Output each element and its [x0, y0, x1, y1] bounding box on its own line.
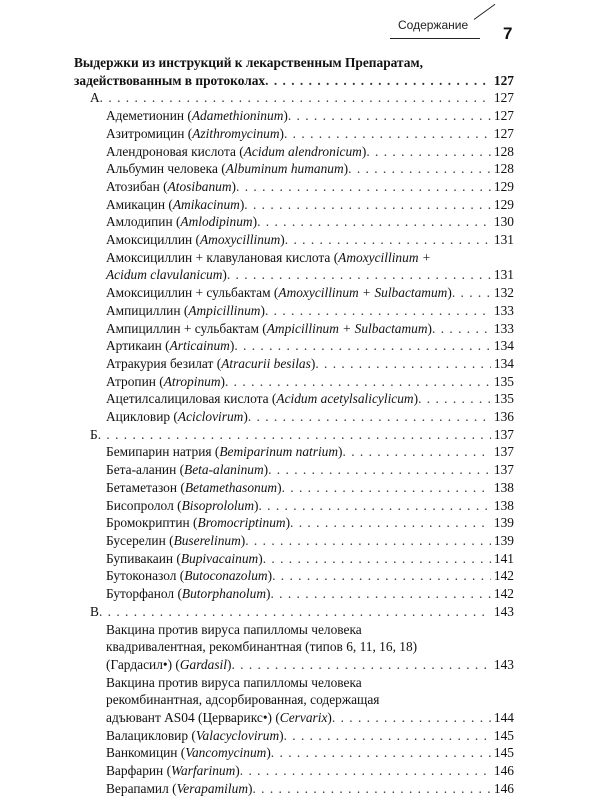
entry-text: )	[226, 656, 232, 672]
header-rule	[390, 38, 480, 39]
section-letter: А	[90, 90, 100, 106]
toc-page: 142	[493, 586, 514, 602]
dot-leader	[100, 89, 491, 107]
dot-leader	[99, 603, 491, 621]
entry-latin: Articainum	[169, 338, 230, 354]
dot-leader	[418, 390, 491, 408]
entry-text: )	[267, 568, 273, 584]
entry-latin: Gardasil	[179, 656, 227, 672]
entry-latin: Amoxycillinum +	[338, 249, 431, 265]
entry-text: )	[277, 479, 282, 495]
entry-latin: Bisoprololum	[181, 497, 254, 513]
dot-leader	[290, 514, 491, 532]
toc-entry[interactable]	[74, 780, 514, 798]
dot-leader	[257, 213, 491, 231]
toc-entry[interactable]	[74, 621, 514, 674]
entry-latin: Betamethasonum	[184, 479, 278, 495]
toc-page: 128	[493, 161, 514, 177]
toc-intro-line1[interactable]: Выдержки из инструкций к лекарственным Препаратам,	[74, 55, 423, 70]
dot-leader	[268, 461, 491, 479]
entry-text: )	[283, 108, 288, 124]
entry-text: Верапамил (	[106, 780, 177, 796]
toc-page: 139	[493, 532, 514, 548]
entry-text: Валацикловир (	[106, 727, 196, 743]
toc-entry[interactable]	[74, 284, 514, 302]
dot-leader	[265, 302, 491, 320]
dot-leader	[98, 426, 491, 444]
toc-entry[interactable]	[74, 125, 514, 143]
entry-text: Азитромицин (	[106, 125, 193, 141]
entry-text: Амикацин (	[106, 196, 173, 212]
entry-text: )	[248, 780, 253, 796]
entry-text: (Гардасил•) (	[106, 656, 180, 672]
toc-entry[interactable]	[74, 231, 514, 249]
toc-entry[interactable]	[74, 443, 514, 461]
entry-text: Бисопролол (	[106, 497, 182, 513]
table-of-contents	[74, 54, 514, 798]
dot-leader	[284, 125, 491, 143]
toc-page: 127	[493, 125, 514, 141]
entry-text: Ванкомицин (	[106, 745, 186, 761]
entry-text: )	[310, 355, 316, 371]
entry-latin: Bromocriptinum	[197, 515, 286, 531]
entry-text: квадривалентная, рекомбинантная (типов 6, 11, 16, 18)	[106, 639, 418, 655]
toc-page: 128	[493, 143, 514, 159]
toc-page: 130	[493, 214, 514, 230]
toc-page: 143	[493, 603, 514, 619]
entry-text: )	[279, 125, 284, 141]
section-letter: В	[90, 603, 99, 619]
entry-latin: Adamethioninum	[191, 108, 284, 124]
entry-text: Атозибан (	[106, 178, 168, 194]
toc-page: 137	[493, 444, 514, 460]
dot-leader	[432, 320, 491, 338]
toc-entry[interactable]	[74, 390, 514, 408]
entry-latin: Aciclovirum	[177, 409, 244, 425]
entry-text: )	[427, 320, 432, 336]
entry-text: )	[279, 727, 284, 743]
entry-latin: Butoconazolum	[184, 568, 268, 584]
toc-entry[interactable]	[74, 744, 514, 762]
entry-text: )	[361, 143, 367, 159]
entry-text: )	[343, 161, 349, 177]
toc-page: 135	[493, 391, 514, 407]
entry-latin: Atropinum	[163, 373, 221, 389]
toc-entry[interactable]	[74, 762, 514, 780]
entry-text: Буторфанол (	[106, 586, 182, 602]
entry-text: )	[252, 214, 258, 230]
entry-text: )	[220, 373, 225, 389]
entry-text: Адеметионин (	[106, 108, 192, 124]
entry-text: )	[338, 444, 343, 460]
entry-latin: Valacyclovirum	[195, 727, 280, 743]
toc-page: 139	[493, 515, 514, 531]
toc-page: 135	[493, 373, 514, 389]
dot-leader	[231, 656, 490, 674]
running-header	[0, 0, 600, 48]
toc-entry[interactable]	[74, 302, 514, 320]
entry-latin: Ampicillinum	[188, 302, 261, 318]
entry-text: Амоксициллин + сульбактам (	[106, 285, 279, 301]
toc-entry[interactable]	[74, 143, 514, 161]
entry-text: )	[280, 232, 285, 248]
entry-text: Бемипарин натрия (	[106, 444, 220, 460]
dot-leader	[248, 408, 491, 426]
dot-leader	[366, 143, 491, 161]
dot-leader	[272, 567, 491, 585]
toc-entry[interactable]	[74, 355, 514, 373]
entry-latin: Verapamilum	[176, 780, 248, 796]
dot-leader	[452, 284, 491, 302]
entry-text: )	[240, 532, 246, 548]
toc-entry[interactable]	[74, 320, 514, 338]
entry-text: рекомбинантная, адсорбированная, содержащая	[106, 692, 380, 708]
toc-page: 138	[493, 497, 514, 513]
entry-text: )	[239, 196, 245, 212]
toc-page: 129	[493, 178, 514, 194]
entry-latin: Bupivacainum	[180, 550, 259, 566]
toc-page: 127	[493, 90, 514, 106]
entry-latin: Bemiparinum natrium	[219, 444, 339, 460]
entry-text: адъювант AS04 (Церварикс•) (	[106, 710, 280, 726]
dot-leader	[258, 497, 490, 515]
entry-latin: Vancomycinum	[185, 745, 267, 761]
entry-text: Альбумин человека (	[106, 161, 226, 177]
toc-entry[interactable]	[74, 727, 514, 745]
toc-sections	[74, 89, 514, 797]
entry-latin: Warfarinum	[171, 763, 236, 779]
entry-latin: Albuminum humanum	[225, 161, 344, 177]
header-title: Содержание	[398, 18, 469, 32]
dot-leader	[282, 479, 491, 497]
toc-entry[interactable]	[74, 479, 514, 497]
entry-text: )	[258, 550, 263, 566]
dot-leader	[332, 709, 491, 727]
entry-latin: Acidum clavulanicum	[106, 267, 223, 283]
entry-text: Варфарин (	[106, 763, 172, 779]
toc-page: 145	[493, 727, 514, 743]
toc-page: 129	[493, 196, 514, 212]
entry-text: Артикаин (	[106, 338, 170, 354]
dot-leader	[265, 72, 491, 90]
entry-text: )	[263, 462, 269, 478]
toc-entry[interactable]	[74, 497, 514, 515]
toc-section-letter[interactable]	[74, 89, 514, 107]
toc-entry[interactable]	[74, 408, 514, 426]
entry-text: Бупивакаин (	[106, 550, 181, 566]
section-letter: Б	[90, 426, 98, 442]
entry-latin: Amlodipinum	[180, 214, 253, 230]
toc-page: 145	[493, 745, 514, 761]
dot-leader	[227, 266, 491, 284]
header-rule-diagonal	[474, 4, 496, 20]
entry-latin: Amikacinum	[172, 196, 240, 212]
entry-text: )	[266, 586, 271, 602]
entry-text: )	[447, 285, 452, 301]
entry-text: Алендроновая кислота (	[106, 143, 244, 159]
dot-leader	[234, 337, 491, 355]
toc-page: 134	[493, 338, 514, 354]
entry-text: Ампициллин + сульбактам (	[106, 320, 267, 336]
entry-latin: Ampicillinum + Sulbactamum	[266, 320, 428, 336]
entry-text: )	[231, 178, 237, 194]
dot-leader	[252, 780, 490, 798]
entry-text: Бусерелин (	[106, 532, 174, 548]
dot-leader	[244, 196, 491, 214]
toc-entry[interactable]	[74, 674, 514, 727]
toc-page: 143	[493, 656, 514, 672]
toc-page: 134	[493, 355, 514, 371]
dot-leader	[343, 443, 491, 461]
toc-section-letter[interactable]	[74, 603, 514, 621]
entry-latin: Amoxycillinum + Sulbactamum	[278, 285, 448, 301]
toc-entry[interactable]	[74, 373, 514, 391]
toc-page: 131	[493, 267, 514, 283]
dot-leader	[240, 762, 491, 780]
toc-page: 133	[493, 302, 514, 318]
entry-text: )	[260, 302, 265, 318]
entry-text: Вакцина против вируса папилломы человека	[106, 674, 362, 690]
dot-leader	[245, 532, 491, 550]
entry-text: )	[327, 710, 332, 726]
entry-text: Бутоконазол (	[106, 568, 185, 584]
toc-page: 142	[493, 568, 514, 584]
dot-leader	[288, 107, 491, 125]
toc-entry[interactable]	[74, 532, 514, 550]
entry-latin: Cervarix	[279, 710, 328, 726]
entry-text: )	[254, 497, 259, 513]
entry-text: Бромокриптин (	[106, 515, 198, 531]
dot-leader	[236, 178, 491, 196]
entry-text: )	[229, 338, 235, 354]
toc-entry[interactable]	[74, 567, 514, 585]
entry-text: Амоксициллин + клавулановая кислота (	[106, 249, 339, 265]
entry-latin: Acidum alendronicum	[243, 143, 362, 159]
toc-entry[interactable]	[74, 249, 514, 284]
entry-latin: Butorphanolum	[181, 586, 266, 602]
toc-page: 144	[493, 710, 514, 726]
dot-leader	[270, 585, 490, 603]
entry-text: )	[285, 515, 291, 531]
toc-page: 127	[493, 108, 514, 124]
entry-text: )	[243, 409, 248, 425]
dot-leader	[315, 355, 491, 373]
entry-text: Амлодипин (	[106, 214, 181, 230]
dot-leader	[348, 160, 491, 178]
toc-entry[interactable]	[74, 585, 514, 603]
toc-entry[interactable]	[74, 337, 514, 355]
toc-page: 137	[493, 426, 514, 442]
entry-latin: Atracurii besilas	[221, 355, 311, 371]
entry-text: )	[413, 391, 419, 407]
entry-latin: Amoxycillinum	[199, 232, 281, 248]
entry-latin: Buserelinum	[173, 532, 241, 548]
entry-latin: Atosibanum	[167, 178, 232, 194]
entry-text: )	[235, 763, 240, 779]
entry-text: Атракурия безилат (	[106, 355, 222, 371]
toc-intro-line2[interactable]: задействованным в протоколах . . . 127	[74, 72, 514, 90]
page-number: 7	[503, 24, 513, 43]
toc-page: 137	[493, 462, 514, 478]
dot-leader	[285, 231, 491, 249]
toc-page: 141	[493, 550, 514, 566]
toc-page: 146	[493, 780, 514, 796]
toc-page: 133	[493, 320, 514, 336]
toc-section-letter[interactable]	[74, 426, 514, 444]
entry-text: Ацетилсалициловая кислота (	[106, 391, 277, 407]
toc-page: 138	[493, 479, 514, 495]
toc-page: 127	[493, 72, 514, 88]
entry-text: Ацикловир (	[106, 409, 178, 425]
entry-text: Бета-аланин (	[106, 462, 185, 478]
toc-page: 131	[493, 232, 514, 248]
toc-entry[interactable]	[74, 514, 514, 532]
dot-leader	[263, 550, 491, 568]
entry-text: Атропин (	[106, 373, 164, 389]
entry-text: Амоксициллин (	[106, 232, 200, 248]
toc-entry[interactable]	[74, 461, 514, 479]
entry-text: )	[222, 267, 227, 283]
toc-page: 136	[493, 409, 514, 425]
entry-latin: Beta-alaninum	[184, 462, 264, 478]
toc-entry[interactable]	[74, 550, 514, 568]
dot-leader	[271, 744, 491, 762]
entry-latin: Acidum acetylsalicylicum	[276, 391, 414, 407]
entry-text: )	[266, 745, 271, 761]
entry-text: Ампициллин (	[106, 302, 189, 318]
toc-entry[interactable]	[74, 178, 514, 196]
entry-latin: Azithromycinum	[192, 125, 280, 141]
toc-entry[interactable]	[74, 196, 514, 214]
toc-entry[interactable]	[74, 213, 514, 231]
toc-entry[interactable]	[74, 107, 514, 125]
toc-page: 132	[493, 285, 514, 301]
entry-text: Вакцина против вируса папилломы человека	[106, 621, 362, 637]
toc-entry[interactable]	[74, 160, 514, 178]
toc-page: 146	[493, 763, 514, 779]
dot-leader	[225, 373, 491, 391]
entry-text: Бетаметазон (	[106, 479, 185, 495]
dot-leader	[284, 727, 491, 745]
